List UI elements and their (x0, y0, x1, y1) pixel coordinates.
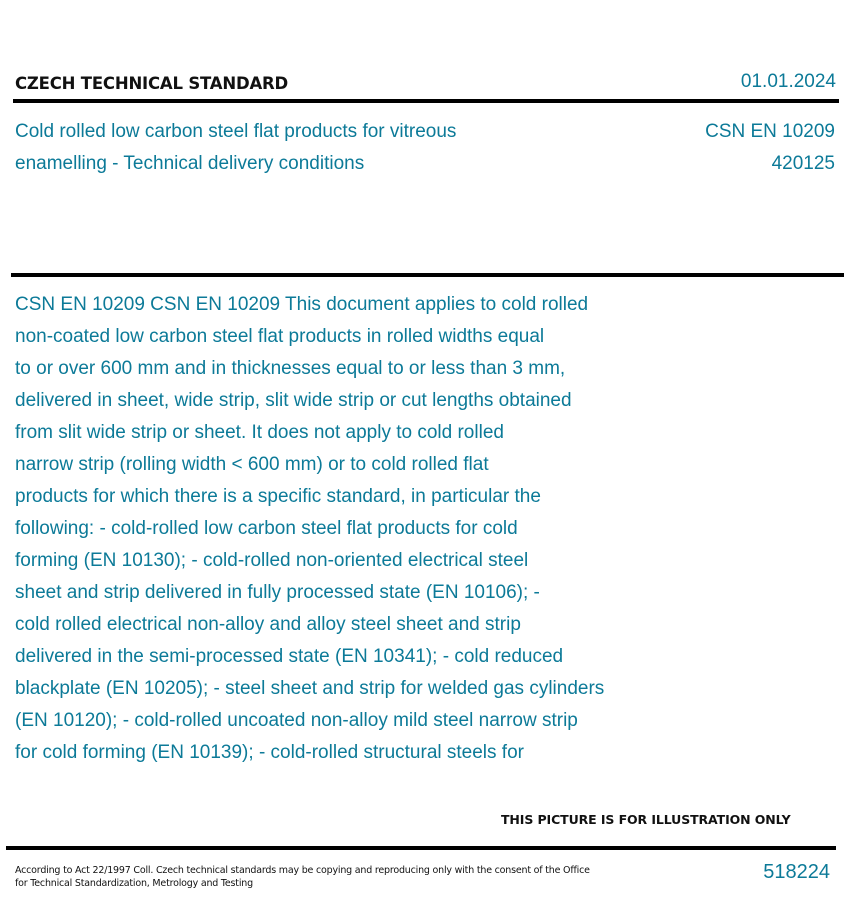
abstract-line: for cold forming (EN 10139); - cold-rolled structural steels for (15, 742, 524, 763)
abstract-line: delivered in the semi-processed state (EN 10341); - cold reduced (15, 646, 564, 667)
standard-code: CSN EN 10209 (705, 121, 835, 142)
top-divider (13, 99, 839, 103)
illustration-disclaimer: THIS PICTURE IS FOR ILLUSTRATION ONLY (501, 812, 791, 827)
abstract-line: to or over 600 mm and in thicknesses equal to or less than 3 mm, (15, 358, 566, 379)
abstract-line: narrow strip (rolling width < 600 mm) or to cold rolled flat (15, 454, 489, 475)
abstract-line: from slit wide strip or sheet. It does not apply to cold rolled (15, 422, 504, 443)
standard-title-line: Cold rolled low carbon steel flat products for vitreous (15, 121, 457, 142)
issue-date: 01.01.2024 (740, 71, 836, 92)
abstract-line: cold rolled electrical non-alloy and alloy steel sheet and strip (15, 614, 521, 635)
abstract-line: blackplate (EN 10205); - steel sheet and strip for welded gas cylinders (15, 678, 605, 699)
abstract-line: products for which there is a specific standard, in particular the (15, 486, 541, 507)
catalog-number: 518224 (763, 861, 830, 883)
legal-notice-line: According to Act 22/1997 Coll. Czech technical standards may be copying and reproducing only with the consent of the Office (15, 865, 590, 876)
abstract-line: sheet and strip delivered in fully processed state (EN 10106); - (15, 582, 540, 603)
class-number: 420125 (771, 153, 835, 174)
standard-identifiers (705, 116, 835, 180)
standard-title (15, 116, 456, 180)
legal-notice-line: for Technical Standardization, Metrology and Testing (15, 878, 253, 889)
abstract-line: (EN 10120); - cold-rolled uncoated non-alloy mild steel narrow strip (15, 710, 578, 731)
document-heading: CZECH TECHNICAL STANDARD (15, 74, 289, 93)
abstract-line: non-coated low carbon steel flat products in rolled widths equal (15, 326, 545, 347)
abstract-line: following: - cold-rolled low carbon steel flat products for cold (15, 518, 518, 539)
abstract-line: forming (EN 10130); - cold-rolled non-oriented electrical steel (15, 550, 529, 571)
abstract-line: delivered in sheet, wide strip, slit wide strip or cut lengths obtained (15, 390, 572, 411)
standard-title-line: enamelling - Technical delivery conditions (15, 153, 365, 174)
bottom-divider (6, 846, 836, 850)
abstract-line: CSN EN 10209 CSN EN 10209 This document applies to cold rolled (15, 294, 589, 315)
middle-divider (11, 273, 844, 277)
legal-notice (15, 864, 590, 890)
standard-abstract (15, 289, 715, 769)
